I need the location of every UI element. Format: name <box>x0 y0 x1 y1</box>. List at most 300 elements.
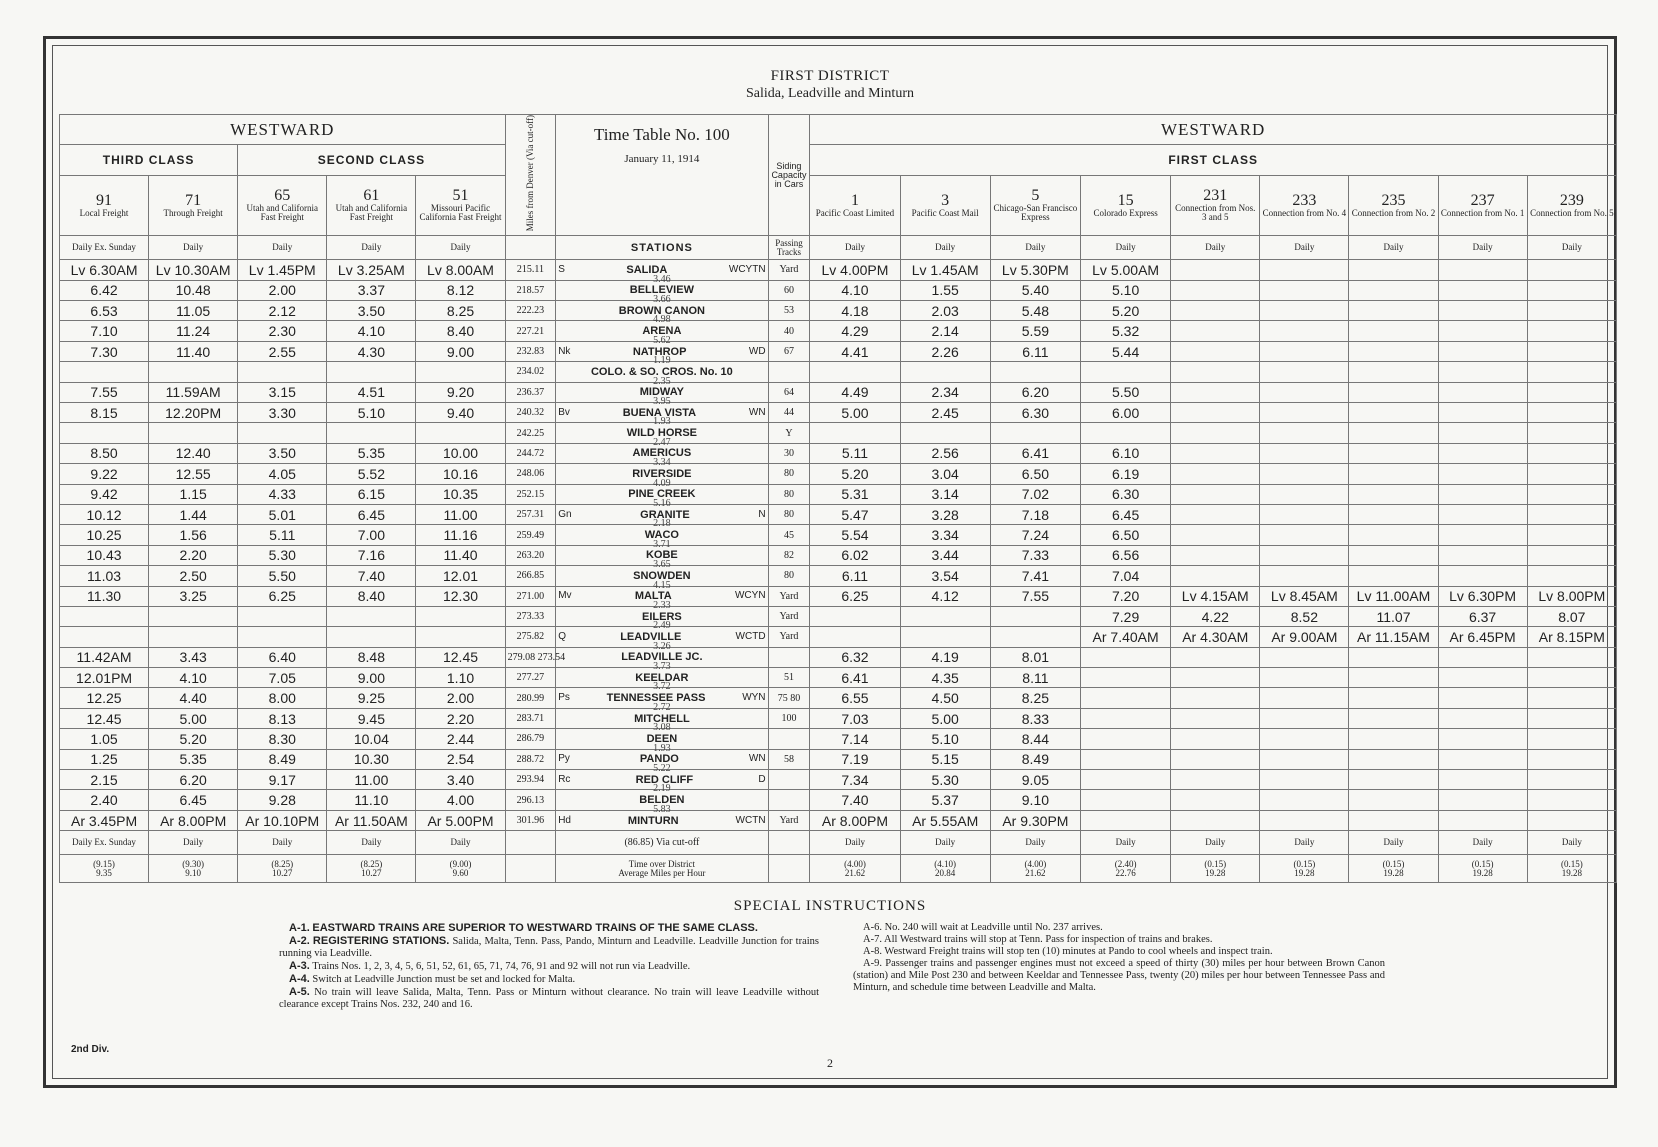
time-cell <box>1349 647 1438 667</box>
time-cell <box>1527 770 1616 790</box>
time-over-value: (0.15) <box>1471 858 1494 869</box>
time-cell: 6.19 <box>1081 464 1171 484</box>
station-name: AMERICUS <box>632 447 692 460</box>
average-speed-value: 19.28 <box>1383 867 1404 878</box>
train-number: 3 <box>941 191 950 209</box>
train-header <box>416 175 505 236</box>
time-cell: 6.41 <box>990 443 1080 463</box>
siding-cell <box>768 362 810 382</box>
instructions-right <box>853 922 1385 994</box>
station-name: SNOWDEN <box>633 569 691 582</box>
train-header <box>149 175 238 236</box>
time-over-label-cell <box>556 855 768 883</box>
time-cell <box>1081 423 1171 443</box>
division-label: 2nd Div. <box>71 1044 110 1055</box>
time-cell: Ar 9.30PM <box>990 810 1080 830</box>
siding-cell: Yard <box>768 606 810 626</box>
time-cell: 12.40 <box>149 443 238 463</box>
time-cell: 7.34 <box>810 770 900 790</box>
time-cell: 4.33 <box>238 484 327 504</box>
time-cell: 9.00 <box>327 668 416 688</box>
train-frequency: Daily <box>1260 236 1349 260</box>
station-distance: 5.62 <box>653 334 671 346</box>
siding-cell: Yard <box>768 810 810 830</box>
time-cell: 1.56 <box>149 525 238 545</box>
station-name: BELDEN <box>639 794 685 807</box>
time-cell: 7.40 <box>810 790 900 810</box>
train-frequency: Daily <box>900 236 990 260</box>
station-name: RED CLIFF <box>635 773 694 786</box>
time-cell: 11.00 <box>416 504 505 524</box>
instruction-key: A-1. <box>289 922 310 934</box>
time-over-cell <box>1349 855 1438 883</box>
time-cell <box>1349 443 1438 463</box>
station-code: Ps <box>558 692 570 704</box>
time-cell: Lv 1.45AM <box>900 260 990 280</box>
table-row <box>60 403 1617 423</box>
time-cell <box>1260 749 1349 769</box>
time-cell: 5.20 <box>149 729 238 749</box>
train-frequency: Daily <box>327 236 416 260</box>
station-distance: 3.46 <box>653 273 671 285</box>
footer-frequency: Daily <box>990 831 1080 855</box>
station-name: RIVERSIDE <box>632 467 692 480</box>
time-cell: 7.55 <box>990 586 1080 606</box>
time-cell: 6.56 <box>1081 545 1171 565</box>
time-cell: 2.44 <box>416 729 505 749</box>
table-row <box>60 260 1617 280</box>
time-cell: 5.40 <box>990 280 1080 300</box>
time-cell: Lv 8.00PM <box>1527 586 1616 606</box>
station-distance: 1.93 <box>653 416 671 428</box>
time-cell: 4.19 <box>900 647 990 667</box>
time-cell: Ar 4.30AM <box>1171 627 1260 647</box>
station-name: BUENA VISTA <box>622 406 697 419</box>
time-cell: 5.10 <box>1081 280 1171 300</box>
station-distance: 3.72 <box>653 681 671 693</box>
train-header <box>990 175 1080 236</box>
time-cell <box>1171 810 1260 830</box>
time-cell: Lv 8.00AM <box>416 260 505 280</box>
time-cell <box>1438 443 1527 463</box>
time-cell: 1.44 <box>149 504 238 524</box>
station-cell <box>556 729 768 754</box>
timetable-frame <box>43 36 1617 1088</box>
time-cell: 9.05 <box>990 770 1080 790</box>
station-cell <box>556 423 768 448</box>
time-cell <box>238 423 327 443</box>
time-cell <box>1438 362 1527 382</box>
instruction-text: Westward Freight trains will stop ten (10) minutes at Pando to cool wheels and inspect train. <box>884 946 1273 957</box>
time-cell: 4.35 <box>900 668 990 688</box>
time-cell: 7.40 <box>327 566 416 586</box>
station-distance: 2.47 <box>653 436 671 448</box>
time-cell: 2.40 <box>60 790 149 810</box>
time-cell: 8.30 <box>238 729 327 749</box>
second-class-heading: SECOND CLASS <box>238 145 505 175</box>
time-cell <box>1260 301 1349 321</box>
station-cell <box>556 382 768 407</box>
time-cell <box>1349 382 1438 402</box>
time-over-value: (9.30) <box>182 858 205 869</box>
time-cell <box>1171 504 1260 524</box>
station-distance: 2.19 <box>653 783 671 795</box>
station-code: Gn <box>558 508 572 520</box>
time-cell <box>416 606 505 626</box>
time-over-cell <box>900 855 990 883</box>
district-title: FIRST DISTRICT <box>770 68 890 84</box>
time-cell: 8.25 <box>416 301 505 321</box>
time-cell: Lv 11.00AM <box>1349 586 1438 606</box>
time-cell <box>1438 504 1527 524</box>
time-cell: 11.42AM <box>60 647 149 667</box>
time-cell <box>1527 260 1616 280</box>
time-over-value: (0.15) <box>1293 858 1316 869</box>
time-cell: 7.05 <box>238 668 327 688</box>
time-cell: 8.49 <box>990 749 1080 769</box>
siding-cell: 67 <box>768 341 810 361</box>
time-cell: 1.25 <box>60 749 149 769</box>
time-cell <box>1349 484 1438 504</box>
time-cell: 8.15 <box>60 403 149 423</box>
time-cell <box>1171 729 1260 749</box>
time-cell <box>1527 321 1616 341</box>
time-cell <box>416 423 505 443</box>
timetable-inner <box>52 45 1614 1079</box>
train-frequency: Daily <box>238 236 327 260</box>
miles-blank <box>505 831 556 855</box>
time-cell: Ar 8.00PM <box>149 810 238 830</box>
time-cell: Ar 7.40AM <box>1081 627 1171 647</box>
train-header <box>327 175 416 236</box>
train-name: Local Freight <box>79 207 129 218</box>
time-cell <box>1081 810 1171 830</box>
train-name: Connection from Nos. 3 and 5 <box>1175 203 1256 223</box>
time-cell <box>1438 280 1527 300</box>
time-cell: 8.33 <box>990 708 1080 728</box>
station-distance: 3.65 <box>653 559 671 571</box>
siding-cell <box>768 647 810 667</box>
time-cell <box>1171 647 1260 667</box>
station-distance: 1.19 <box>653 355 671 367</box>
station-name: EILERS <box>642 610 682 623</box>
station-name: ARENA <box>642 325 682 338</box>
time-cell <box>1171 790 1260 810</box>
footer-frequency: Daily <box>238 831 327 855</box>
time-over-value: (4.00) <box>844 858 866 869</box>
average-speed-value: 9.35 <box>96 867 112 878</box>
third-class-heading: THIRD CLASS <box>60 145 238 175</box>
time-cell: 3.54 <box>900 566 990 586</box>
time-cell <box>1349 790 1438 810</box>
time-cell: 5.10 <box>327 403 416 423</box>
time-cell <box>1260 341 1349 361</box>
time-cell <box>1438 341 1527 361</box>
time-cell <box>1171 749 1260 769</box>
time-over-value: (9.00) <box>449 858 472 869</box>
average-speed-value: 19.28 <box>1472 867 1493 878</box>
table-row <box>60 586 1617 606</box>
time-cell: Ar 3.45PM <box>60 810 149 830</box>
table-row <box>60 668 1617 688</box>
time-cell: 2.14 <box>900 321 990 341</box>
time-cell <box>1438 545 1527 565</box>
time-cell <box>1349 301 1438 321</box>
time-cell: 8.07 <box>1527 606 1616 626</box>
mileage-cell: 218.57 <box>505 280 556 300</box>
instruction-bold: REGISTERING STATIONS. <box>312 935 450 947</box>
mileage-cell: 232.83 <box>505 341 556 361</box>
station-code: Q <box>558 630 566 642</box>
station-name: SALIDA <box>626 263 668 276</box>
time-cell: 11.05 <box>149 301 238 321</box>
time-cell <box>327 362 416 382</box>
train-name: Connection from No. 5 <box>1530 207 1614 218</box>
table-row <box>60 749 1617 769</box>
time-cell: 4.49 <box>810 382 900 402</box>
time-cell: 5.00 <box>900 708 990 728</box>
time-cell <box>1349 341 1438 361</box>
time-cell: 1.15 <box>149 484 238 504</box>
train-frequency: Daily <box>149 236 238 260</box>
time-cell: 12.55 <box>149 464 238 484</box>
table-row <box>60 810 1617 830</box>
time-cell: 2.26 <box>900 341 990 361</box>
time-cell: 5.11 <box>810 443 900 463</box>
siding-cell <box>768 790 810 810</box>
time-cell: 6.25 <box>810 586 900 606</box>
time-cell: 6.25 <box>238 586 327 606</box>
station-code: Hd <box>558 814 571 826</box>
time-cell: 5.44 <box>1081 341 1171 361</box>
time-cell: 7.04 <box>1081 566 1171 586</box>
time-cell: 4.00 <box>416 790 505 810</box>
time-cell <box>1171 362 1260 382</box>
time-cell: 2.12 <box>238 301 327 321</box>
table-row <box>60 606 1617 626</box>
time-cell <box>1438 260 1527 280</box>
station-name: LEADVILLE JC. <box>621 651 703 664</box>
time-cell <box>1260 729 1349 749</box>
station-telegraph: WD <box>748 345 766 357</box>
station-cell <box>556 708 768 734</box>
siding-cell: 53 <box>768 301 810 321</box>
train-frequency: Daily <box>810 236 900 260</box>
time-cell <box>1171 443 1260 463</box>
time-cell <box>990 362 1080 382</box>
time-cell <box>1171 484 1260 504</box>
instruction-key: A-6. <box>863 922 882 933</box>
station-cell <box>556 668 768 693</box>
instruction-text: No. 240 will wait at Leadville until No. 237 arrives. <box>884 922 1103 933</box>
time-cell <box>1438 790 1527 810</box>
time-cell: 5.54 <box>810 525 900 545</box>
siding-cell: 58 <box>768 749 810 769</box>
time-cell: 6.02 <box>810 545 900 565</box>
siding-cell: 45 <box>768 525 810 545</box>
average-speed-value: 22.76 <box>1115 867 1136 878</box>
instruction-item <box>853 946 1385 958</box>
footer-frequency: Daily <box>1438 831 1527 855</box>
time-cell: 3.44 <box>900 545 990 565</box>
time-cell <box>1349 810 1438 830</box>
time-over-value: (0.15) <box>1382 858 1405 869</box>
time-cell: 10.35 <box>416 484 505 504</box>
time-cell: 5.20 <box>810 464 900 484</box>
station-code: Nk <box>558 345 571 357</box>
time-cell: 5.52 <box>327 464 416 484</box>
time-cell <box>327 423 416 443</box>
train-header <box>1171 175 1260 236</box>
time-cell: 5.47 <box>810 504 900 524</box>
time-cell: 6.41 <box>810 668 900 688</box>
time-cell <box>1527 484 1616 504</box>
time-cell: 12.30 <box>416 586 505 606</box>
time-cell <box>60 362 149 382</box>
time-cell: 5.48 <box>990 301 1080 321</box>
station-distance: 1.93 <box>653 742 671 754</box>
time-cell: Lv 5.00AM <box>1081 260 1171 280</box>
time-cell <box>810 627 900 647</box>
time-cell: 7.00 <box>327 525 416 545</box>
time-cell: 6.55 <box>810 688 900 708</box>
time-cell: 5.37 <box>900 790 990 810</box>
time-cell <box>1349 525 1438 545</box>
time-cell: Lv 6.30AM <box>60 260 149 280</box>
station-name: MINTURN <box>627 814 679 827</box>
time-cell: 2.20 <box>149 545 238 565</box>
time-cell: 11.30 <box>60 586 149 606</box>
time-cell: 6.45 <box>327 504 416 524</box>
time-cell <box>1527 647 1616 667</box>
time-cell: 9.45 <box>327 708 416 728</box>
time-cell <box>1260 260 1349 280</box>
time-cell: 11.59AM <box>149 382 238 402</box>
footer-frequency: Daily <box>1349 831 1438 855</box>
siding-cell: Y <box>768 423 810 443</box>
time-cell: 6.20 <box>149 770 238 790</box>
time-cell <box>1527 668 1616 688</box>
average-speed-value: 19.28 <box>1561 867 1582 878</box>
time-cell: Lv 10.30AM <box>149 260 238 280</box>
time-cell <box>1527 301 1616 321</box>
time-cell <box>1260 403 1349 423</box>
time-cell: 7.55 <box>60 382 149 402</box>
station-distance: 2.72 <box>653 701 671 713</box>
stations-heading: STATIONS <box>556 236 768 260</box>
time-cell: 7.03 <box>810 708 900 728</box>
train-frequency: Daily <box>990 236 1080 260</box>
siding-cell: Yard <box>768 627 810 647</box>
time-cell: 6.50 <box>1081 525 1171 545</box>
instruction-text: Trains Nos. 1, 2, 3, 4, 5, 6, 51, 52, 61, 65, 71, 74, 76, 91 and 92 will not run via Leadville. <box>312 961 691 972</box>
station-name: NATHROP <box>632 345 687 358</box>
train-frequency: Daily <box>1349 236 1438 260</box>
mileage-cell: 227.21 <box>505 321 556 341</box>
time-cell <box>1438 810 1527 830</box>
time-cell: 12.01 <box>416 566 505 586</box>
station-cell <box>556 362 768 387</box>
train-number: 15 <box>1117 191 1134 209</box>
time-cell: 4.10 <box>810 280 900 300</box>
time-cell <box>327 606 416 626</box>
cutoff-mileage: (86.85) Via cut-off <box>556 831 768 855</box>
train-header <box>1527 175 1616 236</box>
station-name: LEADVILLE <box>620 630 682 643</box>
train-name: Colorado Express <box>1093 207 1158 218</box>
time-cell: 7.20 <box>1081 586 1171 606</box>
time-cell: Lv 5.30PM <box>990 260 1080 280</box>
instruction-key: A-2. <box>289 935 310 947</box>
siding-cell: Yard <box>768 586 810 606</box>
time-cell <box>1171 382 1260 402</box>
time-cell: Lv 4.00PM <box>810 260 900 280</box>
mileage-cell: 280.99 <box>505 688 556 708</box>
time-cell: 6.00 <box>1081 403 1171 423</box>
time-cell: 7.02 <box>990 484 1080 504</box>
time-cell <box>810 606 900 626</box>
time-cell <box>1171 341 1260 361</box>
footer-frequency: Daily <box>1081 831 1171 855</box>
average-speed-label: Average Miles per Hour <box>618 867 706 878</box>
mileage-cell: 263.20 <box>505 545 556 565</box>
time-over-value: (0.15) <box>1204 858 1227 869</box>
mileage-cell: 273.33 <box>505 606 556 626</box>
time-over-cell <box>1260 855 1349 883</box>
special-instructions-title: SPECIAL INSTRUCTIONS <box>733 898 927 914</box>
station-distance: 3.34 <box>653 457 671 469</box>
time-cell <box>149 423 238 443</box>
station-distance: 3.95 <box>653 396 671 407</box>
time-cell: 3.28 <box>900 504 990 524</box>
time-cell <box>990 627 1080 647</box>
time-cell <box>1527 749 1616 769</box>
station-distance: 3.26 <box>653 640 671 652</box>
instruction-text: Salida, Malta, Tenn. Pass, Pando, Minturn and Leadville. Leadville Junction for trains running via Leadville. <box>279 936 819 959</box>
time-cell: 5.10 <box>900 729 990 749</box>
time-cell: 8.44 <box>990 729 1080 749</box>
time-cell: Lv 6.30PM <box>1438 586 1527 606</box>
time-cell <box>1171 688 1260 708</box>
footer-frequency: Daily <box>1260 831 1349 855</box>
time-cell: 1.55 <box>900 280 990 300</box>
time-cell: Lv 1.45PM <box>238 260 327 280</box>
instruction-key: A-5. <box>289 986 310 998</box>
station-cell <box>556 341 768 367</box>
footer-frequency: Daily <box>327 831 416 855</box>
time-cell: 7.16 <box>327 545 416 565</box>
time-cell <box>1527 443 1616 463</box>
table-row <box>60 321 1617 341</box>
siding-cell: 80 <box>768 566 810 586</box>
time-cell: 7.30 <box>60 341 149 361</box>
mileage-cell: 277.27 <box>505 668 556 688</box>
time-cell: 5.35 <box>149 749 238 769</box>
average-speed-value: 10.27 <box>361 867 382 878</box>
time-cell: 3.34 <box>900 525 990 545</box>
station-name: BROWN CANON <box>618 304 705 317</box>
time-cell <box>1349 464 1438 484</box>
time-cell: 2.54 <box>416 749 505 769</box>
train-name: Utah and California Fast Freight <box>335 203 408 223</box>
time-cell <box>1527 545 1616 565</box>
time-cell: 8.40 <box>416 321 505 341</box>
time-cell <box>149 362 238 382</box>
miles-label: Miles from Denver (Via cut-off) <box>525 115 536 232</box>
table-row <box>60 708 1617 728</box>
time-cell: 11.10 <box>327 790 416 810</box>
time-cell: 8.00 <box>238 688 327 708</box>
